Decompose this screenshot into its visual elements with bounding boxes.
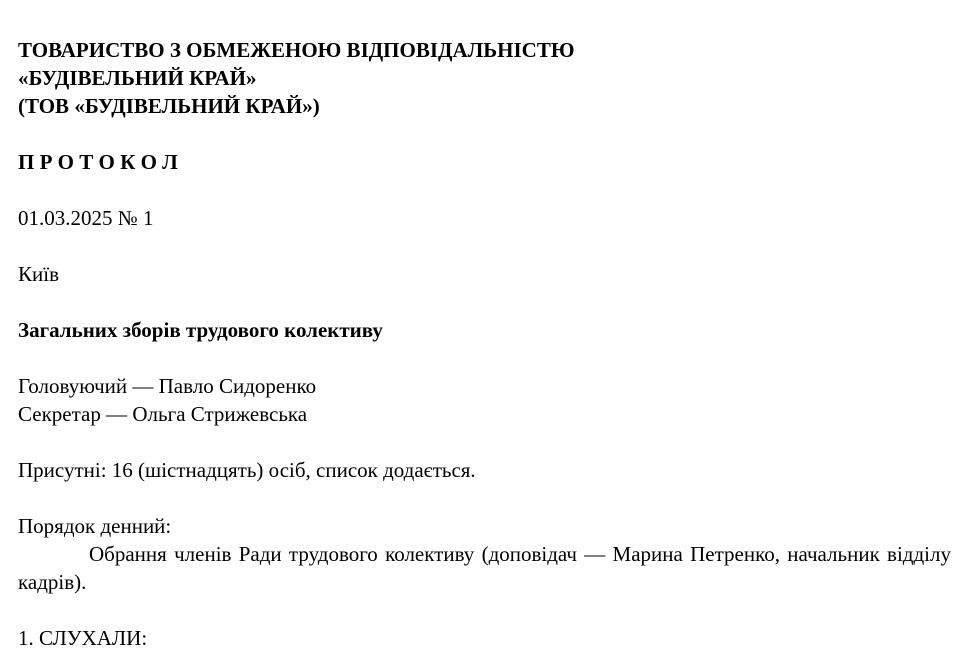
organization-name-line-1: ТОВАРИСТВО З ОБМЕЖЕНОЮ ВІДПОВІДАЛЬНІСТЮ [18, 38, 575, 62]
document-city: Київ [18, 262, 59, 286]
section-heading-heard: 1. СЛУХАЛИ: [18, 626, 148, 650]
spacer [18, 288, 951, 316]
spacer [18, 176, 951, 204]
spacer [18, 484, 951, 512]
organization-name-line-2: «БУДІВЕЛЬНИЙ КРАЙ» [18, 66, 257, 90]
spacer [18, 428, 951, 456]
attendance: Присутні: 16 (шістнадцять) осіб, список додається. [18, 458, 476, 482]
document-type: П Р О Т О К О Л [18, 150, 178, 174]
spacer [18, 596, 951, 624]
secretary: Секретар — Ольга Стрижевська [18, 402, 308, 426]
document-date-number: 01.03.2025 № 1 [18, 206, 154, 230]
agenda-item: Обрання членів Ради трудового колективу (доповідач — Марина Петренко, начальник відділу кадрів). [18, 542, 951, 594]
spacer [18, 344, 951, 372]
agenda-heading: Порядок денний: [18, 514, 172, 538]
spacer [18, 120, 951, 148]
organization-short-name: (ТОВ «БУДІВЕЛЬНИЙ КРАЙ») [18, 94, 320, 118]
chairperson: Головуючий — Павло Сидоренко [18, 374, 317, 398]
meeting-title: Загальних зборів трудового колективу [18, 318, 383, 342]
spacer [18, 232, 951, 260]
